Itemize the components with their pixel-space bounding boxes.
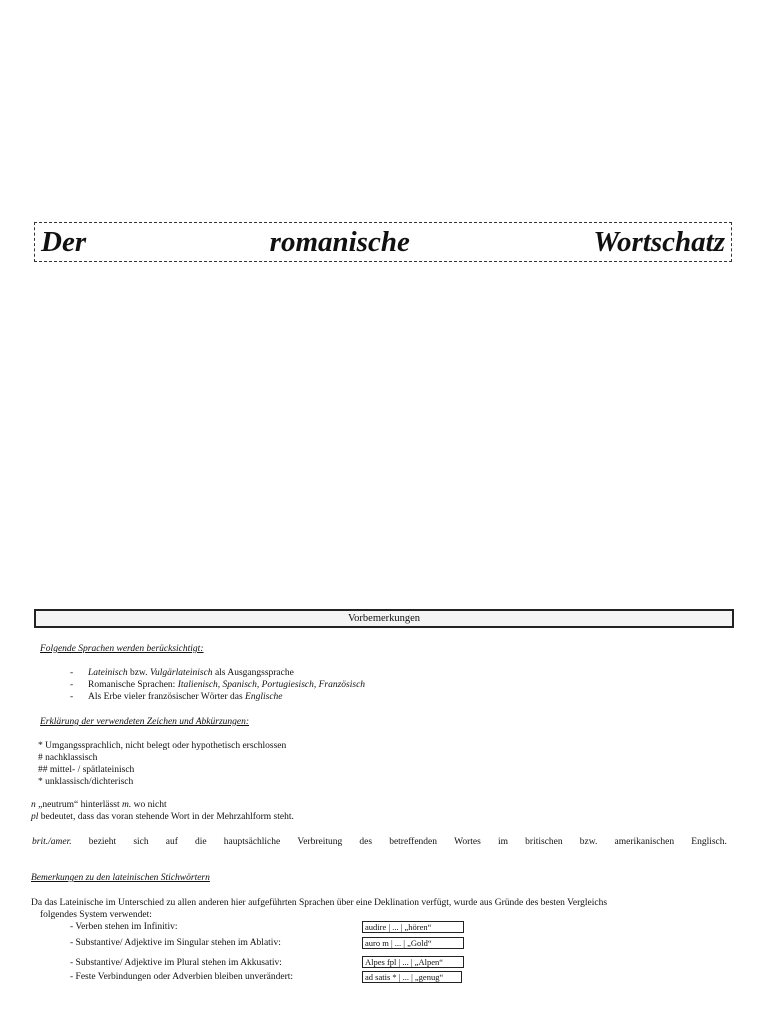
language-item [88, 667, 294, 679]
brit-amer-note [32, 836, 727, 848]
language-item [88, 691, 283, 703]
symbols-heading: Erklärung der verwendeten Zeichen und Abkürzungen: [40, 717, 250, 727]
document-title [34, 222, 732, 262]
language-item-part: Englische [245, 692, 283, 702]
language-item-part: Lateinisch [88, 668, 128, 678]
brit-amer-word: britischen [525, 837, 563, 847]
example-auro: auro m | ... | „Gold“ [362, 937, 464, 949]
language-bullet: - [70, 692, 74, 702]
rule-fixed: - Feste Verbindungen oder Adverbien bleiben unverändert: [70, 972, 294, 982]
language-item-part: Vulgärlateinisch [149, 668, 213, 678]
languages-heading: Folgende Sprachen werden berücksichtigt: [40, 644, 204, 654]
example-alpes: Alpes fpl | ... | „Alpen“ [362, 956, 464, 968]
brit-amer-word: Verbreitung [297, 837, 343, 847]
abbr-m: m. [122, 800, 132, 810]
brit-amer-word: amerikanischen [614, 837, 675, 847]
rule-singular: - Substantive/ Adjektive im Singular stehen im Ablativ: [70, 938, 281, 948]
neutrum-note [31, 799, 167, 811]
title-word-3: Wortschatz [593, 225, 725, 258]
brit-amer-word: bezieht [88, 837, 117, 847]
language-item-part: Als Erbe vieler französischer Wörter das [88, 692, 246, 702]
brit-amer-word: im [498, 837, 509, 847]
language-item-part: als Ausgangssprache [212, 668, 294, 678]
language-item-part: bzw. [127, 668, 150, 678]
brit-amer-word: bzw. [579, 837, 598, 847]
symbol-item: ## mittel- / spätlateinisch [38, 765, 135, 775]
language-item-part: Italienisch, Spanisch, Portugiesisch, Französisch [177, 680, 366, 690]
brit-amer-word: betreffenden [389, 837, 438, 847]
rule-verbs: - Verben stehen im Infinitiv: [70, 922, 178, 932]
plural-text: bedeutet, dass das voran stehende Wort in der Mehrzahlform steht. [38, 812, 294, 822]
latin-heading: Bemerkungen zu den lateinischen Stichwörtern [31, 873, 210, 883]
latin-intro-line1: Da das Lateinische im Unterschied zu allen anderen hier aufgeführten Sprachen über eine Deklination verfügt, wurde aus Gründe des besten Vergleichs [31, 898, 608, 908]
title-word-2: romanische [269, 225, 410, 258]
symbol-item: * Umgangssprachlich, nicht belegt oder hypothetisch erschlossen [38, 741, 287, 751]
brit-amer-word: Englisch. [691, 837, 727, 847]
brit-amer-word: hauptsächliche [223, 837, 281, 847]
language-bullet: - [70, 680, 74, 690]
abbr-pl: pl [31, 812, 39, 822]
brit-amer-word: auf [165, 837, 178, 847]
title-word-1: Der [41, 225, 87, 258]
rule-plural: - Substantive/ Adjektive im Plural stehen im Akkusativ: [70, 958, 282, 968]
symbol-item: # nachklassisch [38, 753, 98, 763]
brit-amer-word: brit./amer. [32, 837, 72, 847]
plural-note [31, 811, 294, 823]
section-header-vorbemerkungen: Vorbemerkungen [34, 609, 734, 628]
language-item-part: Romanische Sprachen: [88, 680, 178, 690]
language-item [88, 679, 365, 691]
example-ad-satis: ad satis * | ... | „genug“ [362, 971, 462, 983]
language-bullet: - [70, 668, 74, 678]
brit-amer-word: die [195, 837, 207, 847]
example-audire: audire | ... | „hören“ [362, 921, 464, 933]
neutrum-end: wo nicht [131, 800, 167, 810]
neutrum-text: „neutrum“ hinterlässt [35, 800, 123, 810]
abbr-n: n [31, 800, 36, 810]
brit-amer-word: sich [133, 837, 149, 847]
brit-amer-word: des [359, 837, 373, 847]
latin-intro-line2: folgendes System verwendet: [40, 910, 152, 920]
brit-amer-word: Wortes [454, 837, 481, 847]
symbol-item: * unklassisch/dichterisch [38, 777, 134, 787]
